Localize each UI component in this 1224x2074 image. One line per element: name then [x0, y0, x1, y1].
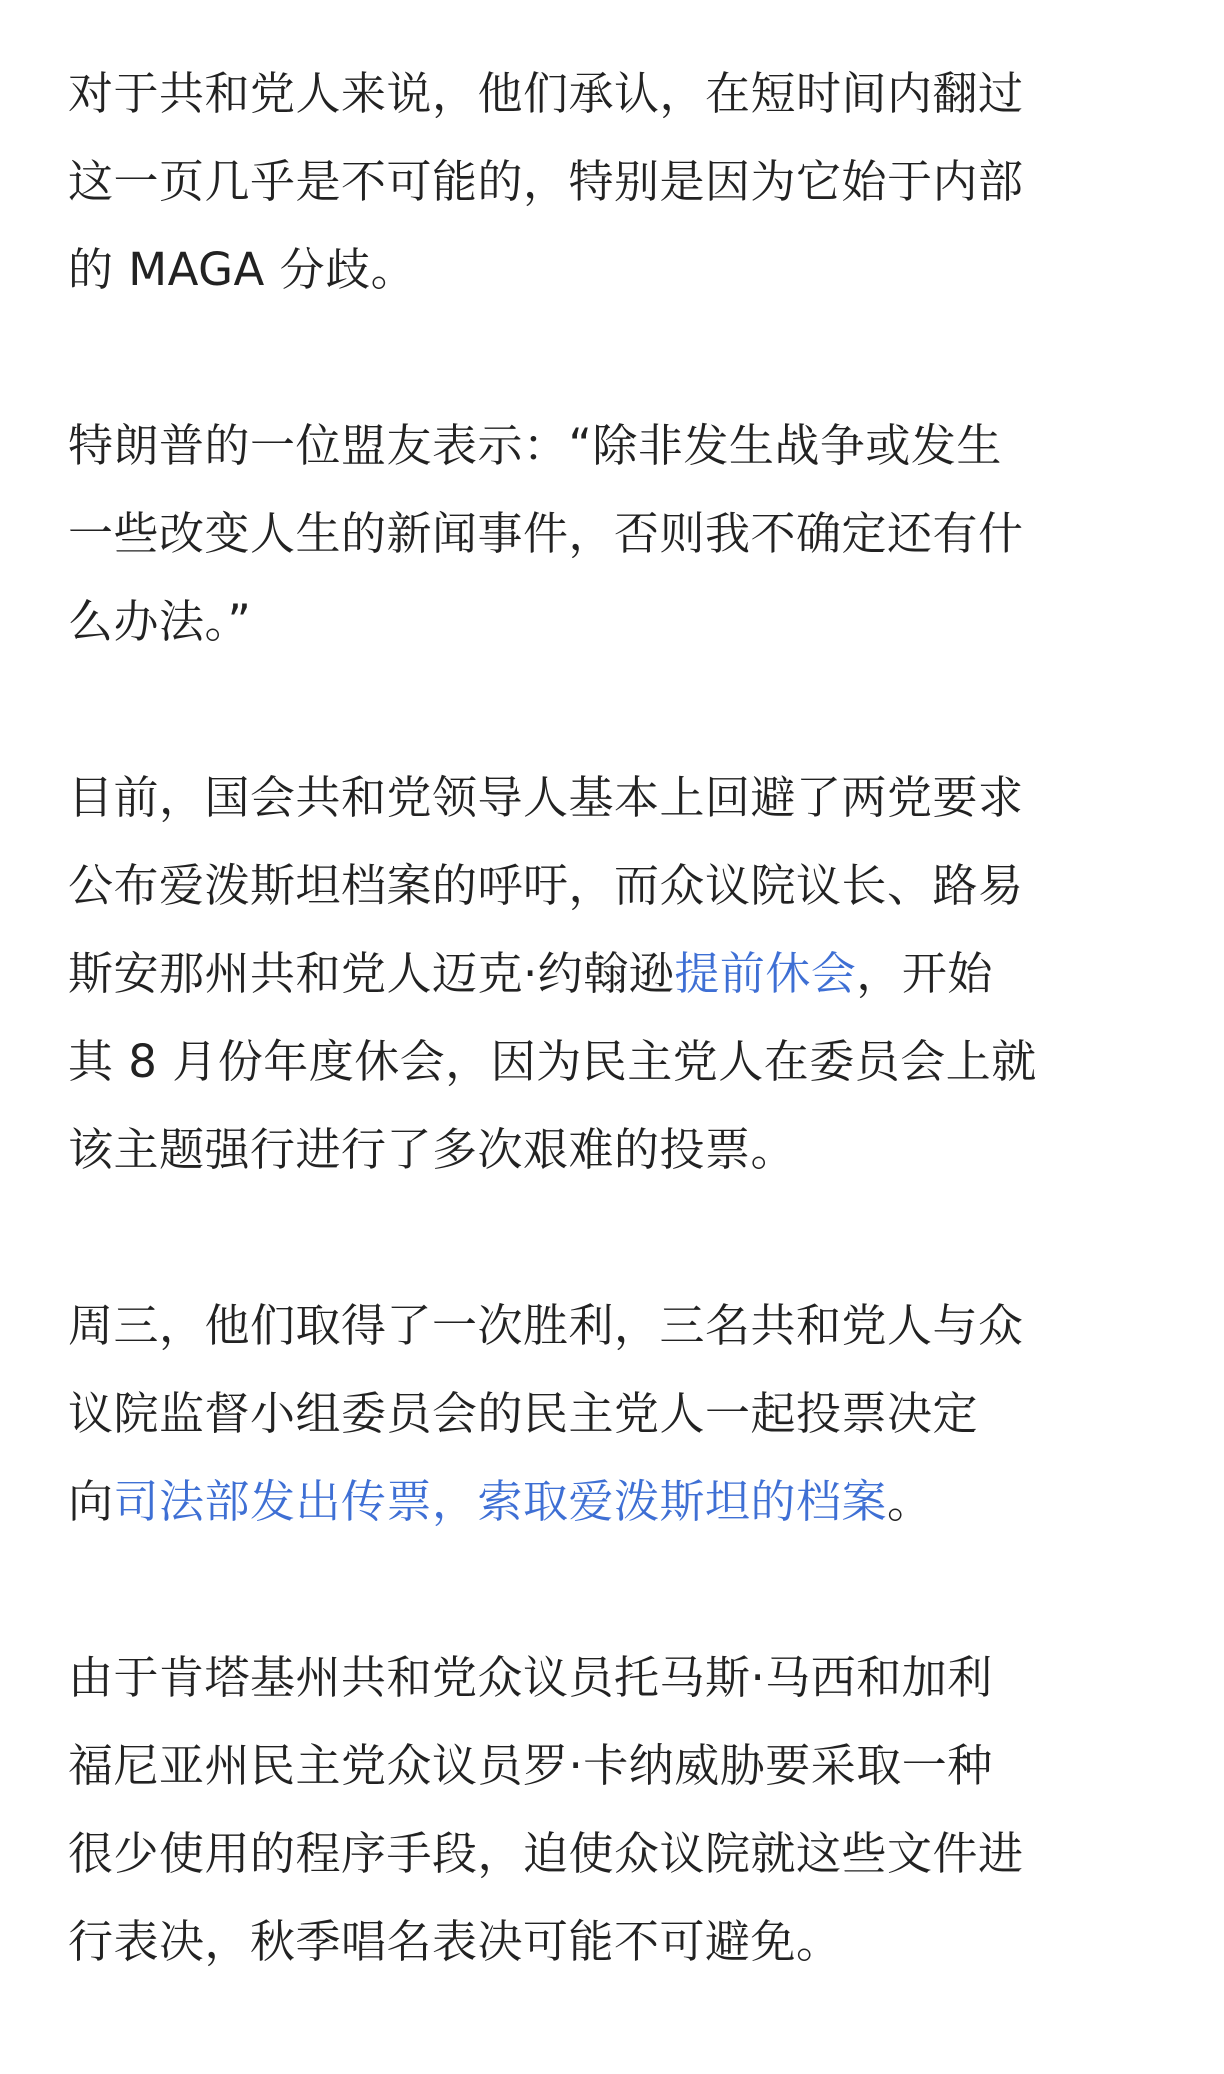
text-line — [68, 1722, 1168, 1810]
text-line — [68, 1458, 1168, 1546]
text-segment: ，开始 — [856, 947, 993, 1000]
subpoena-epstein-files-link[interactable]: 司法部发出传票，索取爱泼斯坦的档案 — [113, 1475, 888, 1528]
text-segment: 很少使用的程序手段，迫使众议院就这些文件进 — [68, 1827, 1024, 1880]
text-segment: 么办法。” — [68, 595, 252, 648]
text-line — [68, 842, 1168, 930]
text-segment: 。 — [887, 1475, 933, 1528]
text-line — [68, 1898, 1168, 1986]
text-segment: 斯安那州共和党人迈克·约翰逊 — [68, 947, 675, 1000]
text-segment: 的 MAGA 分歧。 — [68, 243, 417, 296]
paragraph — [68, 1634, 1168, 1986]
paragraph — [68, 1282, 1168, 1546]
text-segment: 其 8 月份年度休会，因为民主党人在委员会上就 — [68, 1035, 1037, 1088]
text-segment: 行表决，秋季唱名表决可能不可避免。 — [68, 1915, 842, 1968]
text-segment: 由于肯塔基州共和党众议员托马斯·马西和加利 — [68, 1651, 993, 1704]
text-line — [68, 578, 1168, 666]
text-line — [68, 1282, 1168, 1370]
text-line — [68, 1634, 1168, 1722]
article-body — [68, 50, 1168, 2074]
text-segment: 福尼亚州民主党众议员罗·卡纳威胁要采取一种 — [68, 1739, 993, 1792]
text-segment: 周三，他们取得了一次胜利，三名共和党人与众 — [68, 1299, 1024, 1352]
text-segment: 该主题强行进行了多次艰难的投票。 — [68, 1123, 797, 1176]
text-line — [68, 930, 1168, 1018]
text-line — [68, 50, 1168, 138]
text-line — [68, 1370, 1168, 1458]
text-segment: 一些改变人生的新闻事件，否则我不确定还有什 — [68, 507, 1024, 560]
paragraph — [68, 754, 1168, 1194]
text-line — [68, 138, 1168, 226]
text-line — [68, 1810, 1168, 1898]
paragraph — [68, 50, 1168, 314]
text-line — [68, 490, 1168, 578]
text-line — [68, 754, 1168, 842]
text-segment: 对于共和党人来说，他们承认，在短时间内翻过 — [68, 67, 1024, 120]
text-segment: 向 — [68, 1475, 114, 1528]
text-line — [68, 1106, 1168, 1194]
text-line — [68, 1018, 1168, 1106]
paragraph — [68, 402, 1168, 666]
text-line — [68, 402, 1168, 490]
text-line — [68, 226, 1168, 314]
text-segment: 议院监督小组委员会的民主党人一起投票决定 — [68, 1387, 979, 1440]
text-segment: 公布爱泼斯坦档案的呼吁，而众议院议长、路易 — [68, 859, 1024, 912]
text-segment: 特朗普的一位盟友表示：“除非发生战争或发生 — [68, 419, 1002, 472]
text-segment: 这一页几乎是不可能的，特别是因为它始于内部 — [68, 155, 1024, 208]
adjourn-early-link[interactable]: 提前休会 — [674, 947, 857, 1000]
text-segment: 目前，国会共和党领导人基本上回避了两党要求 — [68, 771, 1024, 824]
